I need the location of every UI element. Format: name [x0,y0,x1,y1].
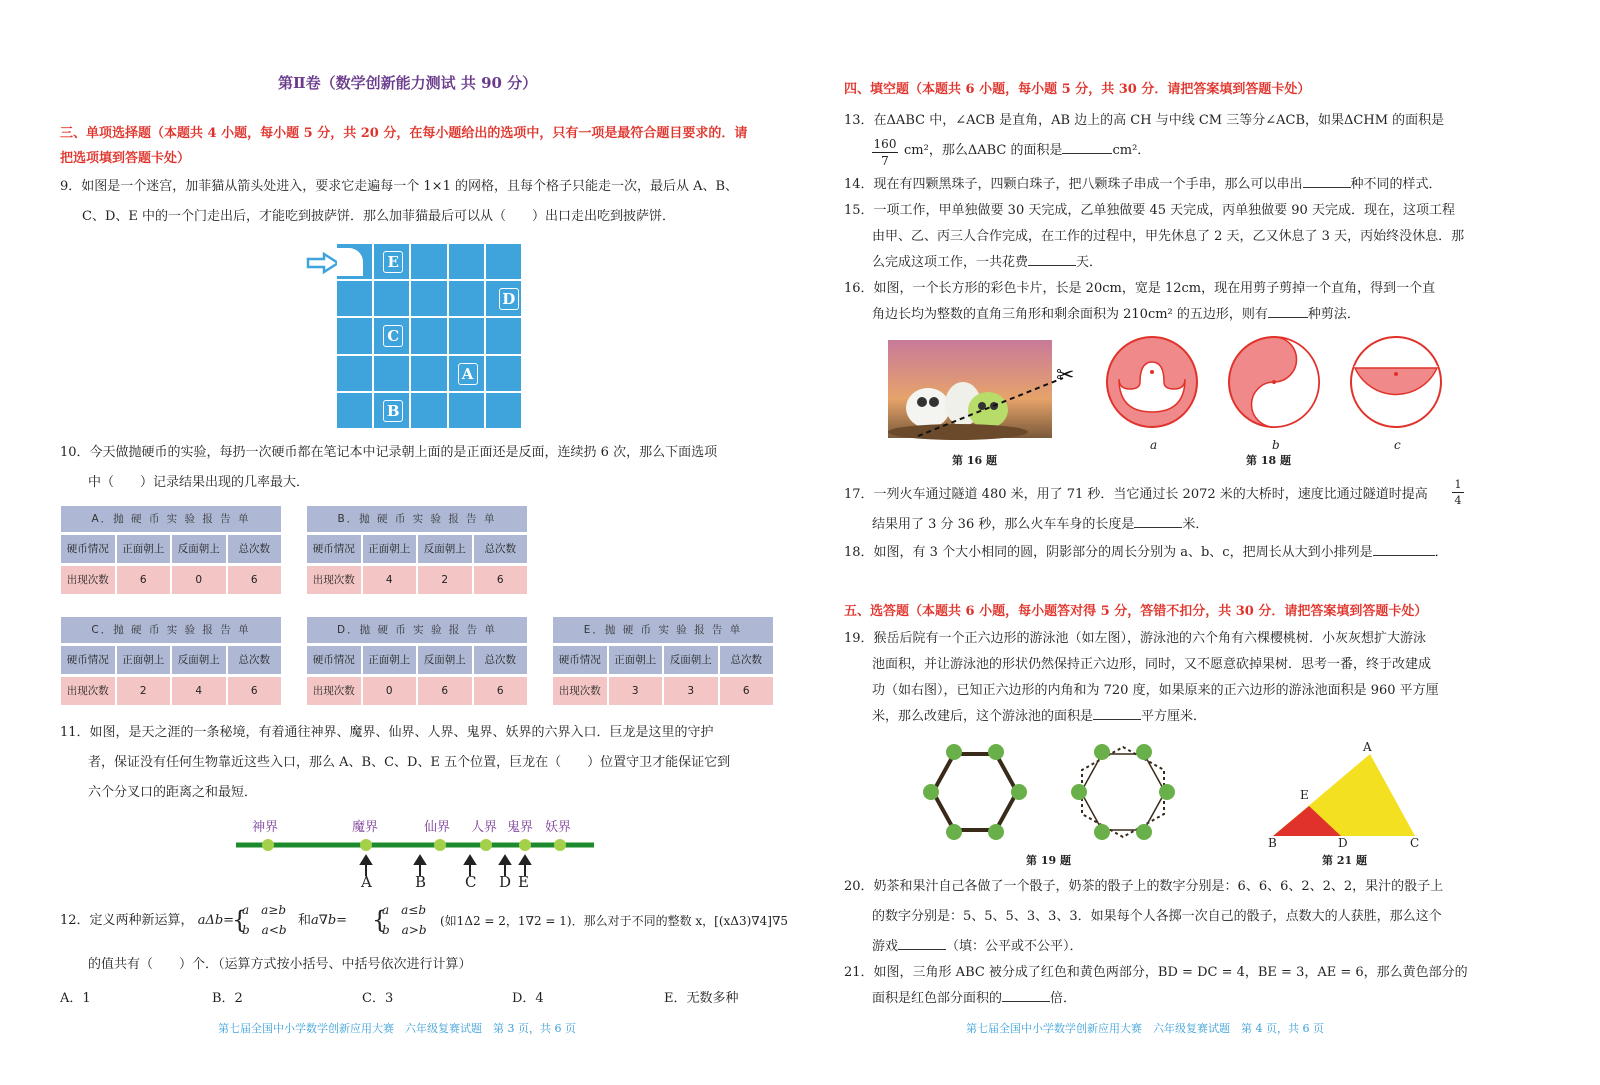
card-value: 0 [172,566,226,594]
card-header: 正面朝上 [609,646,663,674]
fraction-numerator: 160 [873,137,897,151]
card-header: 总次数 [228,646,282,674]
card-header: 反面朝上 [172,535,226,563]
figure-18-caption: 第 18 题 [1246,454,1291,467]
question-11-cont: 者，保证没有任何生物靠近这些入口，那么 A、B、C、D、E 五个位置，巨龙在（ ）位置守卫才能保证它到 [88,755,731,770]
q18-text: 18．如图，有 3 个大小相同的圆，阴影部分的周长分别为 a、b、c，把周长从大到小排列是 [844,545,1373,560]
point-label: C [465,873,477,891]
maze-cell [374,281,409,316]
question-15-cont2 [872,250,1102,276]
question-10: 10．今天做抛硬币的实验，每扔一次硬币都在笔记本中记录朝上面的是正面还是反面，连续扔 6 次，那么下面选项 [60,445,718,460]
hexagon-pool-enlarged [1064,740,1184,850]
question-9-cont: C、D、E 中的一个门走出后，才能吃到披萨饼．那么加菲猫最后可以从（ ）出口走出吃到披萨饼． [82,209,675,224]
realm-label: 神界 [252,820,279,835]
q17-text-end: 米． [1182,517,1209,532]
card-value: 3 [664,677,718,705]
realm-label: 人界 [471,820,498,835]
question-11-cont2: 六个分叉口的距离之和最短． [88,785,258,800]
card-header: 硬币情况 [307,535,361,563]
coin-card-b [307,506,527,594]
question-17: 17．一列火车通过隧道 480 米，用了 71 秒．当它通过长 2072 米的大桥时，速度比通过隧道时提高 [844,487,1428,502]
maze-cell [337,393,372,428]
card-header: 正面朝上 [117,535,171,563]
q12-option: C．3 [362,991,394,1006]
fraction-160-7 [872,136,898,169]
question-20: 20．奶茶和果汁自己各做了一个骰子，奶茶的骰子上的数字分别是：6、6、6、2、2、2，果汁的骰子上 [844,879,1444,894]
q12-def1: aΔb= [197,913,235,928]
q12-case: a a≤b [382,903,427,917]
q12-option: E．无数多种 [664,991,739,1006]
card-value: 6 [720,677,774,705]
q17-text: 结果用了 3 分 36 秒，那么火车车身的长度是 [872,517,1135,532]
card-value: 0 [363,677,417,705]
circle-c-figure [1348,334,1448,434]
card-value: 6 [474,677,528,705]
q12-case: b a>b [382,923,427,937]
maze-cell [411,393,446,428]
card-row-label: 出现次数 [553,677,607,705]
card-header: 正面朝上 [363,535,417,563]
brace-icon: { [372,906,388,934]
realm-label: 鬼界 [507,820,534,835]
q12-option: B．2 [212,991,243,1006]
question-21: 21．如图，三角形 ABC 被分成了红色和黄色两部分，BD = DC = 4，BE = 3，AE = 6，那么黄色部分的 [844,965,1468,980]
circle-label: b [1272,438,1280,452]
point-label: B [415,873,427,891]
fraction-numerator: 1 [1452,477,1464,493]
answer-blank[interactable] [1134,515,1182,528]
coin-card-a [61,506,281,594]
page-footer-left: 第七届全国中小学数学创新应用大赛 六年级复赛试题 第 3 页，共 6 页 [218,1022,576,1035]
q12-case: b a<b [242,923,287,937]
card-header: 硬币情况 [307,646,361,674]
card-header: 正面朝上 [363,646,417,674]
brace-icon: { [232,906,248,934]
q12-option: A．1 [60,991,91,1006]
gate-d: D [499,288,519,310]
maze-cell [337,318,372,353]
answer-blank[interactable] [1303,175,1351,188]
fraction-denominator: 4 [1454,494,1462,507]
card-title: C．抛 硬 币 实 验 报 告 单 [61,617,281,643]
circle-label: a [1150,438,1158,452]
card-title: A．抛 硬 币 实 验 报 告 单 [61,506,281,532]
q20-text-end: （填：公平或不公平）． [946,939,1083,954]
circle-b-figure [1226,334,1326,434]
maze-cell [449,244,484,279]
page-title: 第Ⅱ卷（数学创新能力测试 共 90 分） [278,74,538,92]
maze-cell [486,244,521,279]
card-header: 反面朝上 [418,535,472,563]
q12-and: 和 [298,913,312,928]
question-16-cont [872,302,1360,328]
figure-19-caption: 第 19 题 [1026,854,1071,867]
card-header: 总次数 [228,535,282,563]
q12-rest: (如1Δ2 = 2，1∇2 = 1)．那么对于不同的整数 x，[(xΔ3)∇4]∇5 [440,914,788,928]
triangle-label: C [1410,836,1420,850]
question-18: 18．如图，有 3 个大小相同的圆，阴影部分的周长分别为 a、b、c，把周长从大到小排列是 ． [844,545,1448,560]
card-row-label: 出现次数 [307,566,361,594]
question-12 [60,908,234,934]
circle-label: c [1394,438,1401,452]
card-row-label: 出现次数 [61,677,115,705]
coin-card-e [553,617,773,705]
question-16: 16．如图，一个长方形的彩色卡片，长是 20cm，宽是 12cm，现在用剪子剪掉一个直角，得到一个直 [844,281,1436,296]
fraction-1-4 [1452,477,1464,508]
question-20-cont2 [872,934,1083,960]
gate-e: E [383,251,403,273]
q12-intro: 12．定义两种新运算， [60,913,194,928]
maze-cell [411,244,446,279]
hexagon-pool-original [920,740,1030,850]
card-value: 4 [172,677,226,705]
question-15: 15．一项工作，甲单独做要 30 天完成，乙单独做要 45 天完成，丙单独做要 90 天完成．现在，这项工程 [844,203,1455,218]
question-20-cont: 的数字分别是：5、5、5、3、3、3．如果每个人各掷一次自己的骰子，点数大的人获胜，那么这个 [872,909,1442,924]
card-value: 4 [363,566,417,594]
answer-blank[interactable] [1062,141,1112,154]
card-header: 硬币情况 [61,535,115,563]
figure-16-caption: 第 16 题 [952,454,997,467]
point-label: A [361,873,372,891]
section-3-header-cont: 把选项填到答题卡处） [60,151,191,166]
card-value: 6 [228,677,282,705]
maze-cell [486,281,521,316]
question-13: 13．在ΔABC 中，∠ACB 是直角，AB 边上的高 CH 与中线 CM 三等分∠ACB，如果ΔCHM 的面积是 [844,113,1445,128]
card-title: D．抛 硬 币 实 验 报 告 单 [307,617,527,643]
question-19-cont: 池面积，并让游泳池的形状仍然保持正六边形，同时，又不愿意砍掉果树．思考一番，终于改建成 [872,657,1432,672]
q21-text-end: 倍． [1050,991,1077,1006]
q14-text-end: 种不同的样式． [1350,177,1442,192]
page-footer-right: 第七届全国中小学数学创新应用大赛 六年级复赛试题 第 4 页，共 6 页 [966,1022,1324,1035]
figure-21-caption: 第 21 题 [1322,854,1367,867]
card-row-label: 出现次数 [61,566,115,594]
answer-blank[interactable] [1028,253,1076,266]
card-value: 2 [418,566,472,594]
coin-card-c [61,617,281,705]
q16-text-end: 种剪法． [1307,307,1360,322]
answer-blank[interactable] [1093,707,1141,720]
question-15-cont: 由甲、乙、丙三人合作完成，在工作的过程中，甲先休息了 2 天，乙又休息了 3 天，丙始终没休息．那 [872,229,1465,244]
maze-cell [374,393,409,428]
section-4-header: 四、填空题（本题共 6 小题，每小题 5 分，共 30 分．请把答案填到答题卡处） [844,82,1311,97]
question-17-cont [872,512,1208,538]
question-11: 11．如图，是天之涯的一条秘境，有着通往神界、魔界、仙界、人界、鬼界、妖界的六界入口．巨龙是这里的守护 [60,725,714,740]
birds-card-image [888,340,1088,440]
maze-cell [449,281,484,316]
realm-label: 魔界 [352,820,379,835]
circle-a-figure [1104,334,1204,434]
question-13-cont [904,138,1150,164]
q13-text: cm²，那么ΔABC 的面积是 [904,143,1063,158]
card-header: 硬币情况 [553,646,607,674]
maze-cell [374,318,409,353]
maze-cell [411,356,446,391]
answer-blank[interactable] [1268,305,1308,318]
question-21-cont [872,986,1076,1012]
card-value: 2 [117,677,171,705]
maze-cell [486,393,521,428]
maze-cell [374,244,409,279]
q19-text-end: 平方厘米． [1141,709,1207,724]
card-header: 正面朝上 [117,646,171,674]
coin-card-d [307,617,527,705]
answer-blank[interactable] [1373,543,1435,556]
card-header: 总次数 [474,535,528,563]
fraction-denominator: 7 [881,154,889,168]
question-9: 9．如图是一个迷宫，加菲猫从箭头处进入，要求它走遍每一个 1×1 的网格，且每个格子只能走一次，最后从 A、B、 [60,179,739,194]
q20-text: 游戏 [872,939,899,954]
card-value: 6 [117,566,171,594]
question-19-cont3 [872,704,1206,730]
q21-text: 面积是红色部分面积的 [872,991,1003,1006]
triangle-label: D [1338,836,1348,850]
section-3-header: 三、单项选择题（本题共 4 小题，每小题 5 分，共 20 分，在每小题给出的选项中，只有一项是最符合题目要求的．请 [60,126,748,141]
maze-grid [337,244,521,428]
q14-text: 14．现在有四颗黑珠子，四颗白珠子，把八颗珠子串成一个手串，那么可以串出 [844,177,1303,192]
q12-option: D．4 [512,991,544,1006]
gate-b: B [383,400,403,422]
card-title: B．抛 硬 币 实 验 报 告 单 [307,506,527,532]
card-header: 反面朝上 [172,646,226,674]
q12-def2: a∇b= [311,913,348,928]
maze-cell [486,356,521,391]
card-value: 6 [228,566,282,594]
maze-cell [449,356,484,391]
card-header: 总次数 [474,646,528,674]
maze-cell [337,244,372,279]
realm-label: 仙界 [424,820,451,835]
scissors-icon: ✂ [1056,363,1075,388]
question-19-cont2: 功（如右图），已知正六边形的内角和为 720 度，如果原来的正六边形的游泳池面积是 960 平方厘 [872,683,1439,698]
q13-unit: cm²． [1112,143,1151,158]
q12-case: a a≥b [242,903,287,917]
realm-label: 妖界 [545,820,572,835]
question-19: 19．猴岳后院有一个正六边形的游泳池（如左图），游泳池的六个角有六棵樱桃树．小灰灰想扩大游泳 [844,631,1427,646]
triangle-abc-figure [1266,744,1416,844]
question-12-cont: 的值共有（ ）个．（运算方式按小括号、中括号依次进行计算） [88,957,472,972]
maze-cell [337,356,372,391]
q12-case-block-2 [382,900,427,940]
card-title: E．抛 硬 币 实 验 报 告 单 [553,617,773,643]
maze-cell [337,281,372,316]
question-14 [844,172,1442,198]
maze-cell [486,318,521,353]
section-5-header: 五、选答题（本题共 6 小题，每小题答对得 5 分，答错不扣分，共 30 分．请把答案填到答题卡处） [844,604,1428,619]
card-header: 硬币情况 [61,646,115,674]
question-10-cont: 中（ ）记录结果出现的几率最大． [88,475,310,490]
maze-cell [411,318,446,353]
point-label: E [518,873,529,891]
card-value: 6 [474,566,528,594]
maze-cell [411,281,446,316]
triangle-label: A [1363,740,1372,754]
maze-cell [374,356,409,391]
card-header: 总次数 [720,646,774,674]
card-row-label: 出现次数 [307,677,361,705]
maze-cell [449,318,484,353]
triangle-label: B [1268,836,1277,850]
q12-case-block [242,900,287,940]
triangle-label: E [1300,788,1309,802]
card-header: 反面朝上 [418,646,472,674]
maze-cell [449,393,484,428]
answer-blank[interactable] [898,937,946,950]
q15-text: 么完成这项工作，一共花费 [872,255,1029,270]
card-header: 反面朝上 [664,646,718,674]
card-value: 3 [609,677,663,705]
card-value: 6 [418,677,472,705]
q15-text-end: 天． [1076,255,1103,270]
maze-entry-door [337,248,363,276]
q16-text: 角边长均为整数的直角三角形和剩余面积为 210cm² 的五边形，则有 [872,307,1268,322]
point-label: D [499,873,512,891]
answer-blank[interactable] [1002,989,1050,1002]
q19-text: 米，那么改建后，这个游泳池的面积是 [872,709,1094,724]
gate-c: C [383,325,403,347]
gate-a: A [458,363,478,385]
entry-arrow-icon [306,252,340,274]
